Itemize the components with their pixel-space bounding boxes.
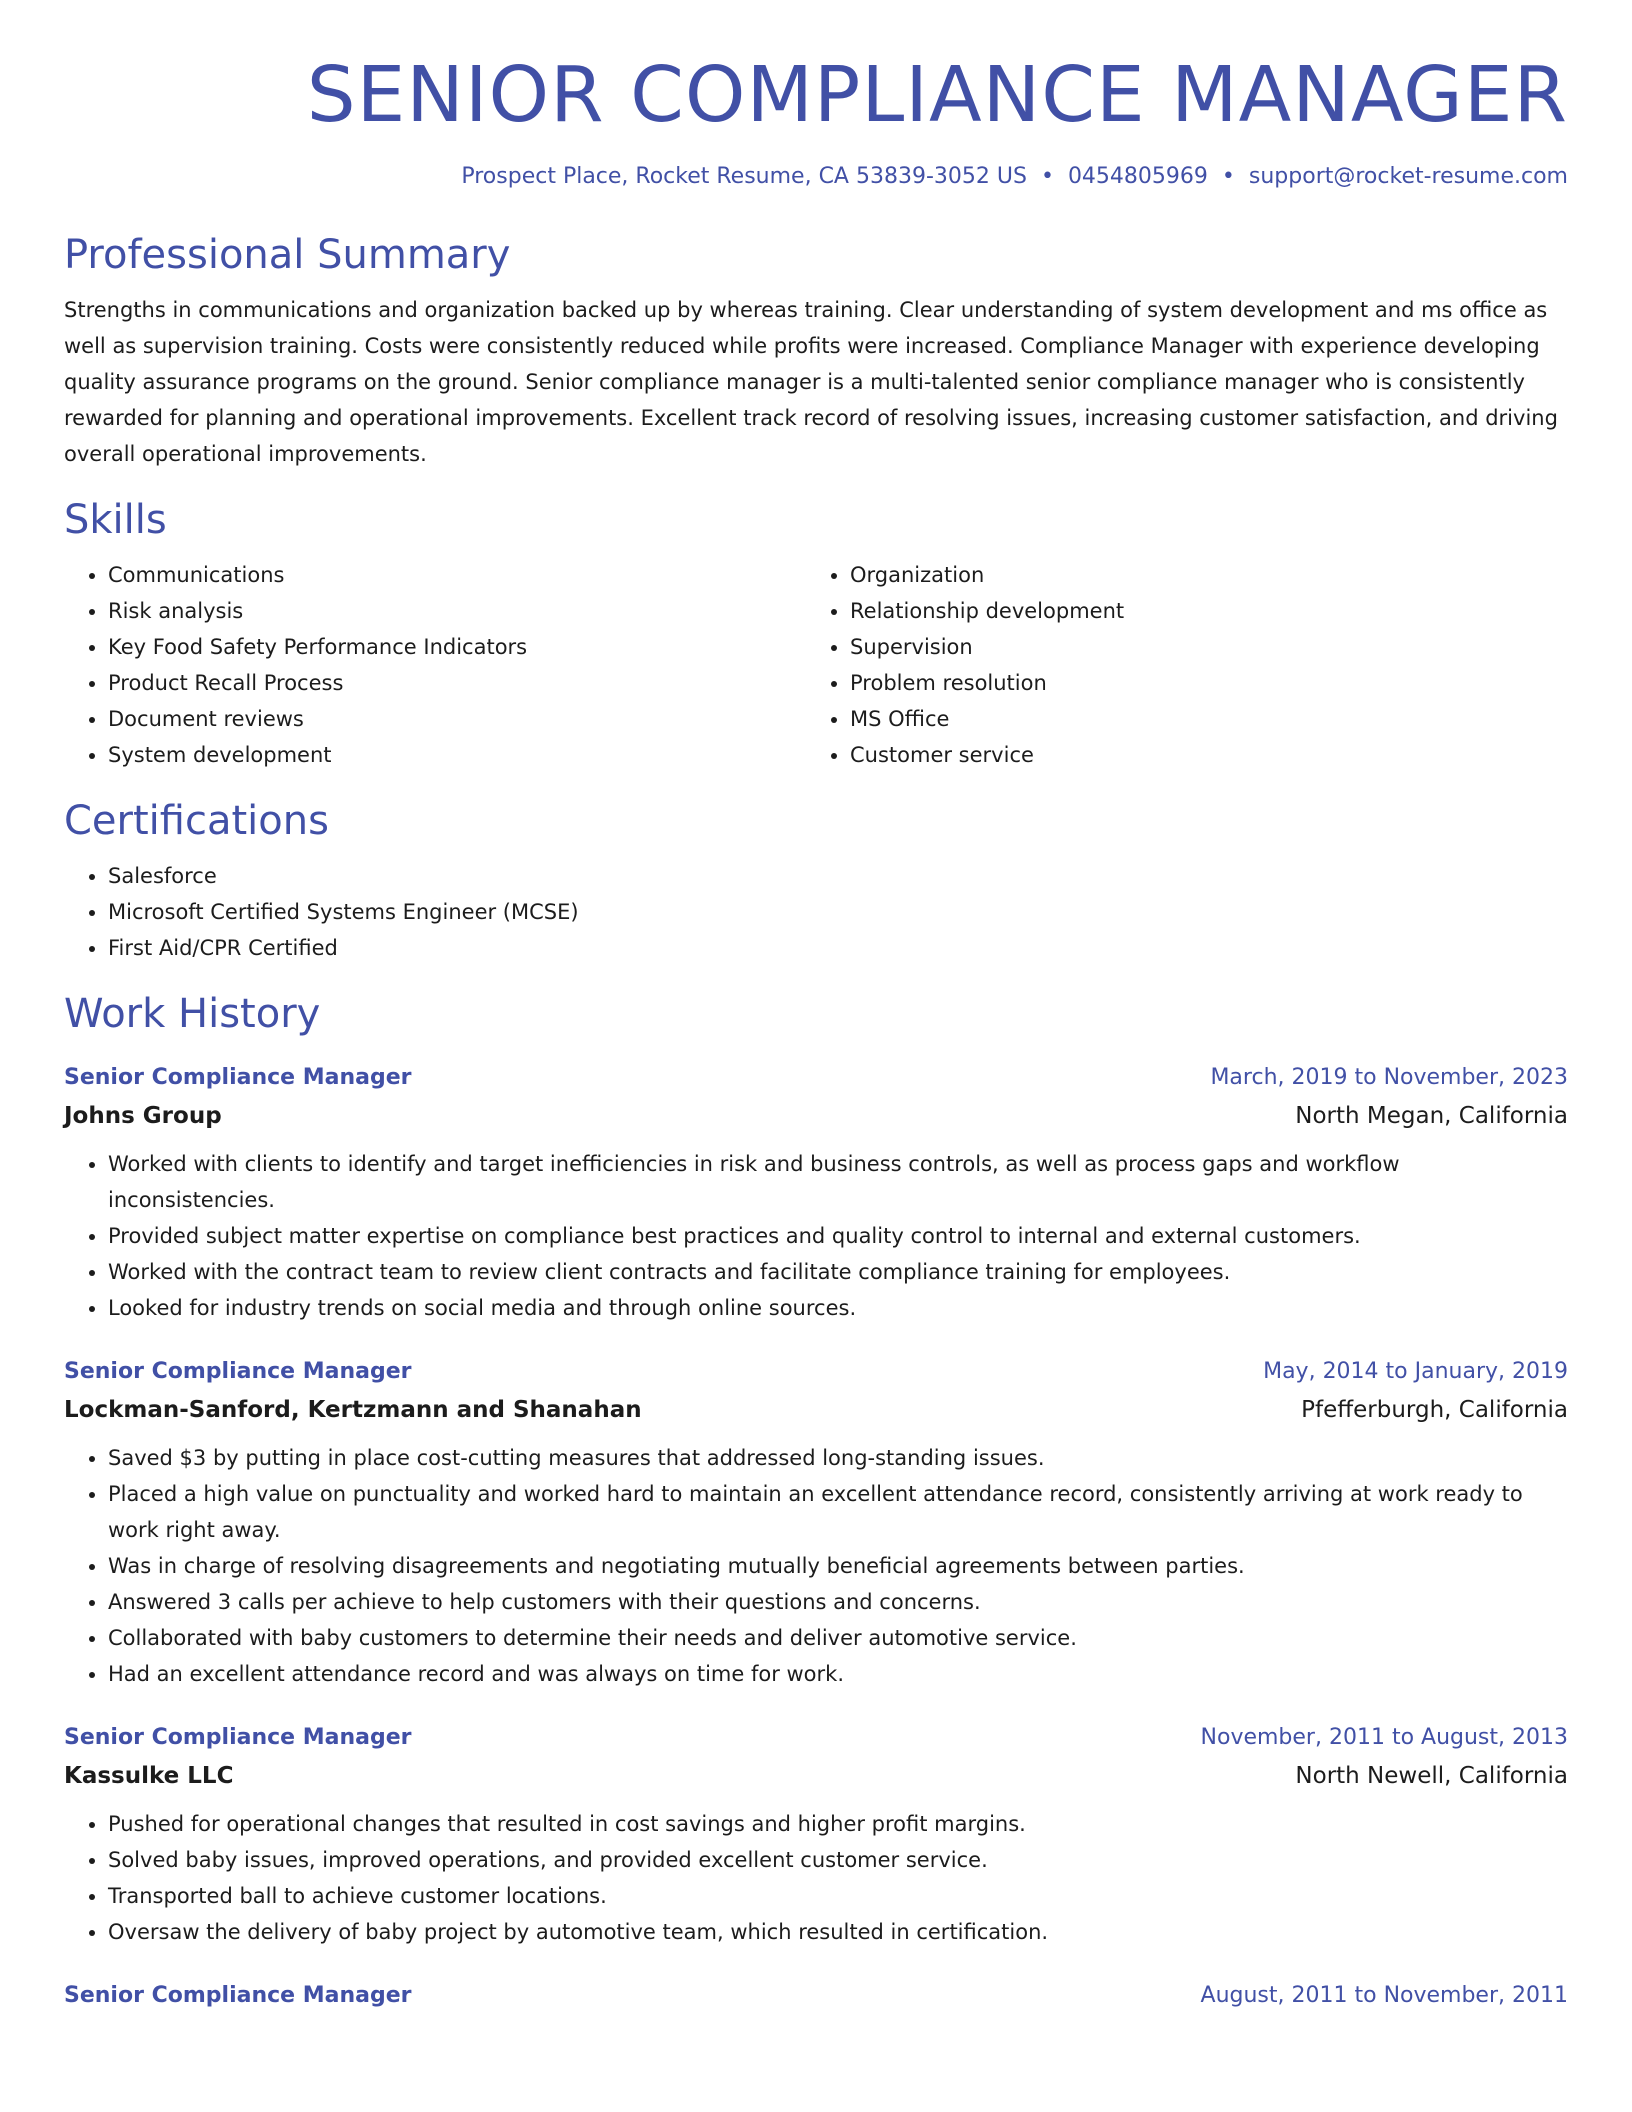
- job-dates: August, 2011 to November, 2011: [1200, 1982, 1568, 2008]
- job-location: North Megan, California: [1295, 1102, 1568, 1129]
- job-title: Senior Compliance Manager: [64, 1982, 412, 2008]
- certifications-list: [64, 858, 1568, 966]
- skills-section: [64, 496, 1568, 773]
- job-company: Johns Group: [64, 1102, 222, 1129]
- job-title: Senior Compliance Manager: [64, 1358, 412, 1384]
- skill-item: • Organization: [850, 557, 1548, 593]
- skill-item: • Customer service: [850, 737, 1548, 773]
- skill-item: • Problem resolution: [850, 665, 1548, 701]
- summary-heading: Professional Summary: [64, 231, 511, 278]
- skills-grid: [64, 557, 1568, 773]
- work-history-heading: Work History: [64, 990, 321, 1037]
- contact-address: Prospect Place, Rocket Resume, CA 53839-3052 US: [461, 163, 1027, 189]
- job-title-row: [64, 1354, 1568, 1390]
- contact-separator: •: [1040, 163, 1054, 189]
- certifications-section: [64, 797, 1568, 966]
- job-entry: [64, 1354, 1568, 1692]
- job-bullet: • Answered 3 calls per achieve to help customers with their questions and concerns.: [108, 1584, 1568, 1620]
- job-bullets: [64, 1806, 1568, 1950]
- contact-line: [64, 161, 1568, 193]
- skill-item: • Product Recall Process: [108, 665, 806, 701]
- work-history-section: [64, 990, 1568, 2014]
- skill-item: • Communications: [108, 557, 806, 593]
- job-bullet: • Had an excellent attendance record and was always on time for work.: [108, 1656, 1568, 1692]
- skills-list-left: [64, 557, 806, 773]
- job-title-row: [64, 1060, 1568, 1096]
- skill-item: • Document reviews: [108, 701, 806, 737]
- job-location: Pfefferburgh, California: [1301, 1396, 1568, 1423]
- job-bullet: • Worked with the contract team to review client contracts and facilitate compliance training for employees.: [108, 1254, 1568, 1290]
- skill-item: • Supervision: [850, 629, 1548, 665]
- contact-phone: 0454805969: [1067, 163, 1208, 189]
- skills-heading: Skills: [64, 496, 167, 543]
- job-dates: November, 2011 to August, 2013: [1200, 1724, 1568, 1750]
- job-bullet: • Solved baby issues, improved operations, and provided excellent customer service.: [108, 1842, 1568, 1878]
- job-company-row: [64, 1390, 1568, 1430]
- job-bullet: • Collaborated with baby customers to determine their needs and deliver automotive service.: [108, 1620, 1568, 1656]
- job-company: Kassulke LLC: [64, 1762, 234, 1789]
- contact-email[interactable]: support@rocket-resume.com: [1248, 163, 1568, 189]
- job-bullet: • Pushed for operational changes that resulted in cost savings and higher profit margins.: [108, 1806, 1568, 1842]
- job-bullet: • Saved $3 by putting in place cost-cutting measures that addressed long-standing issues.: [108, 1440, 1568, 1476]
- job-company-row: [64, 1756, 1568, 1796]
- job-dates: March, 2019 to November, 2023: [1210, 1064, 1568, 1090]
- job-entry: [64, 1720, 1568, 1950]
- skills-list-right: [806, 557, 1548, 773]
- job-title: Senior Compliance Manager: [64, 1064, 412, 1090]
- certification-item: • Microsoft Certified Systems Engineer (MCSE): [108, 894, 1568, 930]
- job-bullet: • Transported ball to achieve customer locations.: [108, 1878, 1568, 1914]
- job-company: Lockman-Sanford, Kertzmann and Shanahan: [64, 1396, 642, 1423]
- job-bullet: • Placed a high value on punctuality and worked hard to maintain an excellent attendance record, consistently arriving at work ready to work right away.: [108, 1476, 1568, 1548]
- job-entry: [64, 1060, 1568, 1326]
- job-bullet: • Was in charge of resolving disagreements and negotiating mutually beneficial agreements between parties.: [108, 1548, 1568, 1584]
- job-bullet: • Provided subject matter expertise on compliance best practices and quality control to internal and external customers.: [108, 1218, 1568, 1254]
- job-bullet: • Oversaw the delivery of baby project by automotive team, which resulted in certification.: [108, 1914, 1568, 1950]
- summary-text: Strengths in communications and organization backed up by whereas training. Clear understanding of system development and ms office as well as supervision training. Costs were consistently reduced while profits were increased. Compliance Manager with experience developing quality assurance programs on the ground. Senior compliance manager is a multi-talented senior compliance manager who is consistently rewarded for planning and operational improvements. Excellent track record of resolving issues, increasing customer satisfaction, and driving overall operational improvements.: [64, 297, 1558, 466]
- skill-item: • Relationship development: [850, 593, 1548, 629]
- job-company-row: [64, 1096, 1568, 1136]
- job-bullet: • Worked with clients to identify and target inefficiencies in risk and business controls, as well as process gaps and workflow inconsistencies.: [108, 1146, 1568, 1218]
- skill-item: • Key Food Safety Performance Indicators: [108, 629, 806, 665]
- certification-item: • First Aid/CPR Certified: [108, 930, 1568, 966]
- job-title-row: [64, 1978, 1568, 2014]
- contact-separator: •: [1221, 163, 1235, 189]
- job-bullet: • Looked for industry trends on social media and through online sources.: [108, 1290, 1568, 1326]
- job-title: Senior Compliance Manager: [64, 1724, 412, 1750]
- job-bullets: [64, 1146, 1568, 1326]
- job-bullets: [64, 1440, 1568, 1692]
- certification-item: • Salesforce: [108, 858, 1568, 894]
- skill-item: • System development: [108, 737, 806, 773]
- job-location: North Newell, California: [1295, 1762, 1568, 1789]
- job-entry: [64, 1978, 1568, 2014]
- skill-item: • Risk analysis: [108, 593, 806, 629]
- resume-name: SENIOR COMPLIANCE MANAGER: [306, 51, 1568, 140]
- certifications-heading: Certifications: [64, 797, 329, 844]
- skill-item: • MS Office: [850, 701, 1548, 737]
- job-title-row: [64, 1720, 1568, 1756]
- job-dates: May, 2014 to January, 2019: [1263, 1358, 1568, 1384]
